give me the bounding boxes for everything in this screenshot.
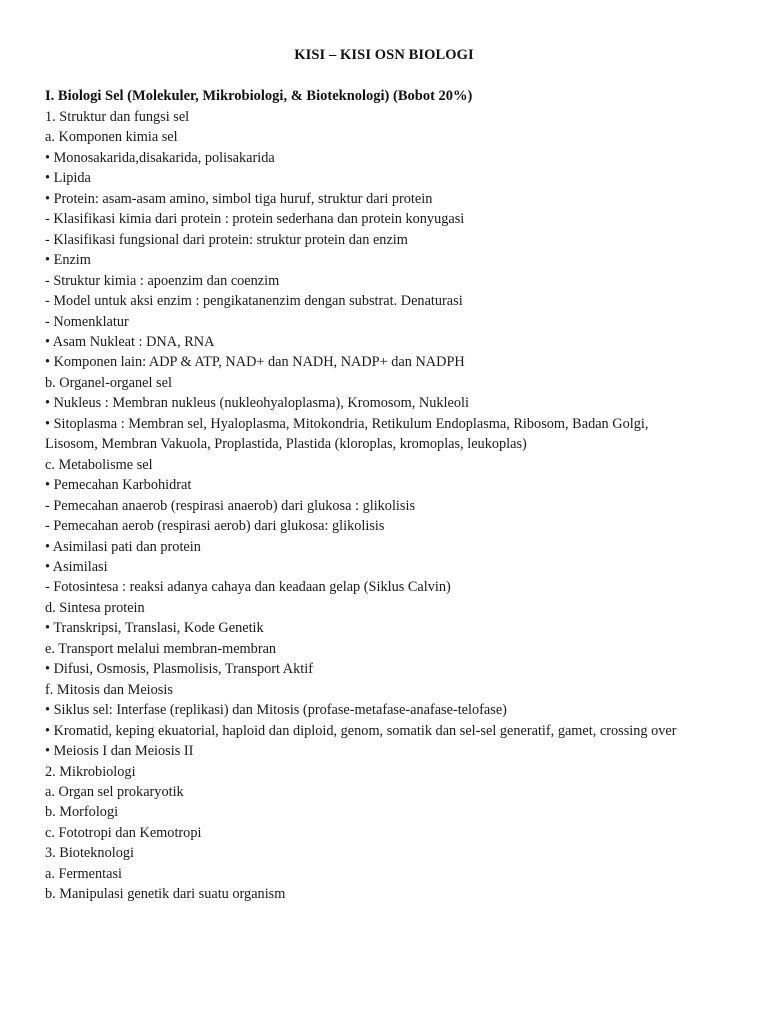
- syllabus-line: d. Sintesa protein: [45, 599, 145, 616]
- syllabus-line: • Asam Nukleat : DNA, RNA: [45, 333, 215, 350]
- syllabus-line: b. Manipulasi genetik dari suatu organism: [45, 886, 286, 903]
- document-title: KISI – KISI OSN BIOLOGI: [294, 47, 474, 63]
- syllabus-line: a. Fermentasi: [45, 865, 123, 882]
- syllabus-line: b. Organel-organel sel: [45, 374, 172, 391]
- syllabus-line: - Klasifikasi kimia dari protein : protein sederhana dan protein konyugasi: [45, 211, 465, 228]
- syllabus-line: • Enzim: [45, 252, 91, 269]
- syllabus-line: • Komponen lain: ADP & ATP, NAD+ dan NADH, NADP+ dan NADPH: [45, 354, 465, 371]
- syllabus-line: a. Komponen kimia sel: [45, 129, 178, 146]
- syllabus-line: 2. Mikrobiologi: [45, 763, 136, 780]
- syllabus-line: c. Metabolisme sel: [45, 456, 153, 473]
- syllabus-line: - Klasifikasi fungsional dari protein: struktur protein dan enzim: [45, 231, 408, 248]
- syllabus-line: • Meiosis I dan Meiosis II: [45, 743, 194, 760]
- syllabus-line: - Nomenklatur: [45, 313, 129, 330]
- syllabus-line: • Monosakarida,disakarida, polisakarida: [45, 149, 275, 166]
- syllabus-line: Lisosom, Membran Vakuola, Proplastida, Plastida (kloroplas, kromoplas, leukoplas): [45, 436, 527, 453]
- syllabus-line: • Kromatid, keping ekuatorial, haploid dan diploid, genom, somatik dan sel-sel generatif, gamet, crossing over: [45, 722, 677, 739]
- syllabus-line: - Pemecahan aerob (respirasi aerob) dari glukosa: glikolisis: [45, 518, 385, 535]
- syllabus-line: • Nukleus : Membran nukleus (nukleohyaloplasma), Kromosom, Nukleoli: [45, 395, 469, 412]
- syllabus-line: b. Morfologi: [45, 804, 119, 821]
- syllabus-line: f. Mitosis dan Meiosis: [45, 681, 173, 698]
- syllabus-line: • Sitoplasma : Membran sel, Hyaloplasma, Mitokondria, Retikulum Endoplasma, Ribosom, Badan Golgi,: [45, 415, 649, 432]
- syllabus-line: • Difusi, Osmosis, Plasmolisis, Transport Aktif: [45, 661, 313, 678]
- syllabus-line: - Struktur kimia : apoenzim dan coenzim: [45, 272, 280, 289]
- syllabus-list: [45, 107, 725, 905]
- syllabus-line: • Asimilasi: [45, 558, 108, 575]
- syllabus-line: • Transkripsi, Translasi, Kode Genetik: [45, 620, 264, 637]
- syllabus-line: 3. Bioteknologi: [45, 845, 134, 862]
- syllabus-line: 1. Struktur dan fungsi sel: [45, 109, 190, 125]
- syllabus-line: • Lipida: [45, 170, 91, 187]
- syllabus-line: - Model untuk aksi enzim : pengikatanenzim dengan substrat. Denaturasi: [45, 293, 463, 310]
- syllabus-line: - Pemecahan anaerob (respirasi anaerob) dari glukosa : glikolisis: [45, 497, 416, 514]
- syllabus-line: • Protein: asam-asam amino, simbol tiga huruf, struktur dari protein: [45, 190, 433, 207]
- section-heading: I. Biologi Sel (Molekuler, Mikrobiologi, & Bioteknologi) (Bobot 20%): [45, 88, 473, 104]
- syllabus-line: • Siklus sel: Interfase (replikasi) dan Mitosis (profase-metafase-anafase-telofase): [45, 702, 507, 719]
- syllabus-line: • Asimilasi pati dan protein: [45, 538, 201, 555]
- syllabus-line: a. Organ sel prokaryotik: [45, 783, 184, 800]
- syllabus-line: - Fotosintesa : reaksi adanya cahaya dan keadaan gelap (Siklus Calvin): [45, 579, 451, 596]
- syllabus-line: • Pemecahan Karbohidrat: [45, 477, 192, 494]
- syllabus-line: e. Transport melalui membran-membran: [45, 640, 277, 657]
- syllabus-line: c. Fototropi dan Kemotropi: [45, 824, 202, 841]
